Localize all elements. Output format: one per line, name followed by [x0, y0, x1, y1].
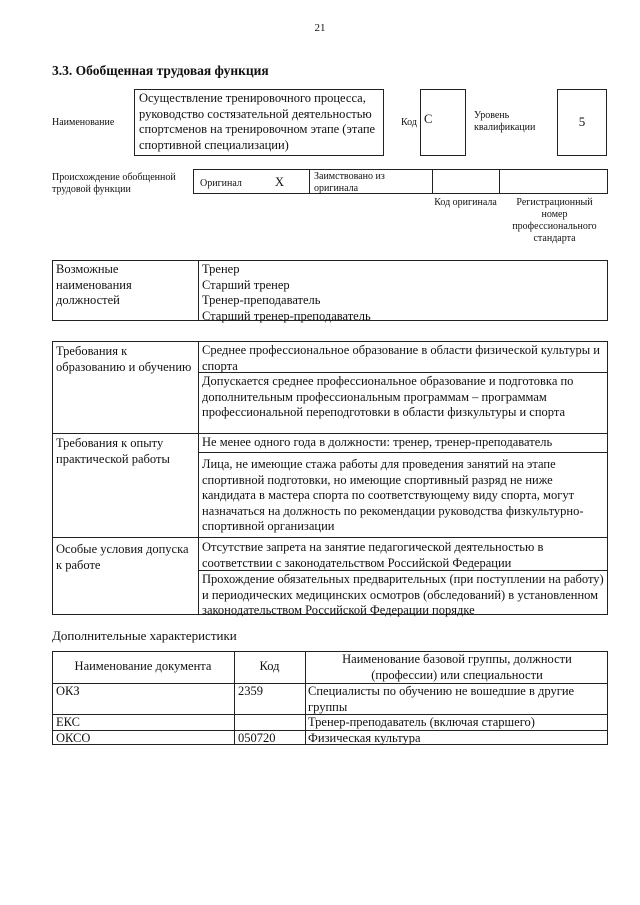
table-row: ОКСО	[56, 731, 91, 745]
table-row: ЕКС	[56, 715, 80, 729]
origin-label: Происхождение обобщенной трудовой функции	[52, 172, 176, 195]
req-experience-item: Лица, не имеющие стажа работы для проведения занятий на этапе спортивной подготовки, но имеющие спортивный разряд не ниже кандидата в мастера спорта по соответствующему виду спорта, могут назначаться на должность по рекомендации руководства физкультурно-спортивной организации	[202, 457, 584, 533]
level-value: 5	[557, 89, 607, 156]
name-label: Наименование	[52, 117, 115, 128]
table-row: 2359	[238, 684, 263, 698]
table-row: 050720	[238, 731, 276, 745]
name-value: Осуществление тренировочного процесса, руководство состязательной деятельностью спортсменов на тренировочном этапе (этапе спортивной специализации)	[134, 89, 384, 156]
positions-list	[202, 262, 602, 324]
level-label: Уровень квалификации	[474, 110, 536, 133]
req-education-label: Требования к образованию и обучению	[56, 344, 192, 374]
code-value: C	[420, 89, 466, 156]
table-row: ОКЗ	[56, 684, 80, 698]
position-item: Старший тренер	[202, 277, 290, 292]
req-experience-item: Не менее одного года в должности: тренер, тренер-преподаватель	[202, 435, 553, 449]
original-label: Оригинал	[200, 178, 242, 189]
section-title: 3.3. Обобщенная трудовая функция	[52, 63, 269, 78]
req-special-item: Отсутствие запрета на занятие педагогической деятельностью в соответствии с законодательством Российской Федерации	[202, 540, 544, 570]
reg-number-caption: Регистрационный номер профессионального стандарта	[512, 197, 597, 244]
code-original-caption: Код оригинала	[434, 197, 497, 208]
additional-title: Дополнительные характеристики	[52, 628, 237, 643]
page-number: 21	[314, 22, 326, 34]
header-group-name: Наименование базовой группы, должности (профессии) или специальности	[342, 652, 572, 682]
positions-label: Возможные наименования должностей	[56, 262, 132, 307]
borrowed-label: Заимствовано из оригинала	[314, 171, 385, 194]
table-row: Тренер-преподаватель (включая старшего)	[308, 715, 535, 729]
original-mark: X	[275, 175, 285, 189]
position-item: Старший тренер-преподаватель	[202, 308, 371, 323]
position-item: Тренер	[202, 262, 240, 276]
req-education-item: Допускается среднее профессиональное образование и подготовка по дополнительным профессиональным программам – программам профессиональной переподготовки в области физкультуры и спорта	[202, 374, 574, 419]
req-experience-label: Требования к опыту практической работы	[56, 436, 170, 466]
header-document-name: Наименование документа	[74, 659, 212, 673]
req-special-label: Особые условия допуска к работе	[56, 542, 189, 572]
req-education-item: Среднее профессиональное образование в области физической культуры и спорта	[202, 343, 600, 373]
header-code: Код	[259, 659, 280, 673]
req-special-item: Прохождение обязательных предварительных (при поступлении на работу) и периодических медицинских осмотров (обследований) в установленном законодательством Российской Федерации порядке	[202, 572, 604, 617]
code-label: Код	[401, 117, 417, 128]
table-row: Физическая культура	[308, 731, 421, 745]
table-row: Специалисты по обучению не вошедшие в другие группы	[308, 684, 575, 714]
position-item: Тренер-преподаватель	[202, 293, 321, 307]
